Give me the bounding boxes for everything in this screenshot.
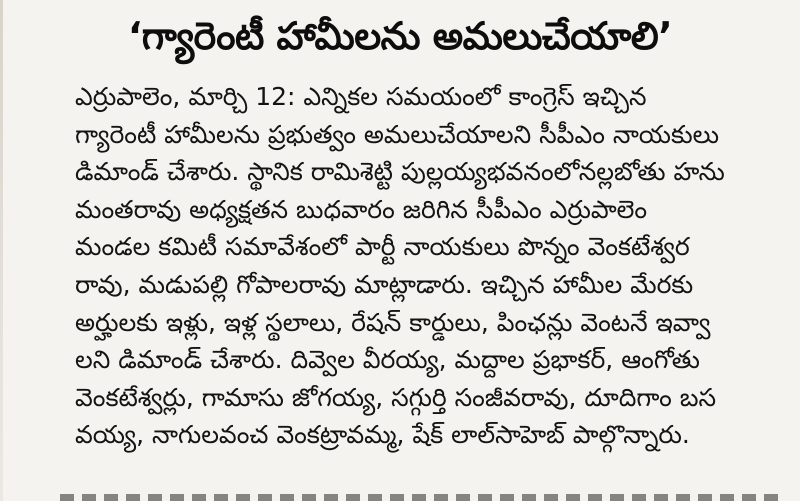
article-line: వయ్య, నాగులవంచ వెంకట్రావమ్మ, షేక్ లాల్‌సాహెబ్ పాల్గొన్నారు.: [75, 420, 690, 450]
article-line: లని డిమాండ్ చేశారు. దివ్వెల వీరయ్య, మద్దాల ప్రభాకర్, ఆంగోతు: [75, 345, 700, 375]
article-line: రావు, మడుపల్లి గోపాలరావు మాట్లాడారు. ఇచ్చిన హామీల మేరకు: [75, 269, 694, 299]
article-body: [75, 78, 775, 454]
article-line: వెంకటేశ్వర్లు, గామాసు జోగయ్య, సగ్గుర్తి సంజీవరావు, దూదిగాం బస: [75, 382, 717, 412]
next-article-cutoff: [60, 494, 780, 501]
article-line: గ్యారెంటీ హామీలను ప్రభుత్వం అమలుచేయాలని సీపీఎం నాయకులు: [75, 119, 720, 149]
article-line: మంతరావు అధ్యక్షతన బుధవారం జరిగిన సీపీఎం ఎర్రుపాలెం: [75, 194, 648, 224]
article-line: అర్హులకు ఇళ్లు, ఇళ్ల స్థలాలు, రేషన్ కార్డులు, పింఛన్లు వెంటనే ఇవ్వా: [75, 307, 711, 337]
headline: ‘గ్యారెంటీ హామీలను అమలుచేయాలి’: [127, 14, 673, 58]
article-line: మండల కమిటీ సమావేశంలో పార్టీ నాయకులు పొన్నం వెంకటేశ్వర: [75, 232, 690, 262]
article-line: ఎర్రుపాలెం, మార్చి 12: ఎన్నికల సమయంలో కాంగ్రెస్ ఇచ్చిన: [75, 82, 647, 111]
article-line: డిమాండ్ చేశారు. స్థానిక రామిశెట్టి పుల్లయ్యభవనంలోనల్లబోతు హను: [75, 157, 725, 187]
clipping-edge: [0, 0, 3, 501]
